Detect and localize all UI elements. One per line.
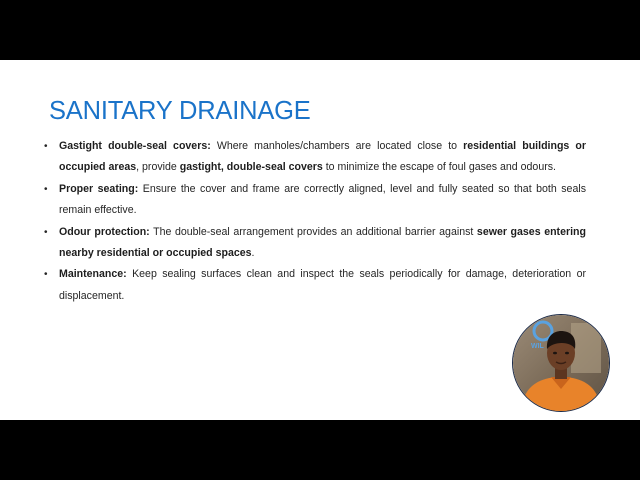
bullet-text: , provide <box>136 161 180 174</box>
bullet-marker: • <box>44 269 48 281</box>
bullet-text: The double-seal arrangement provides an additional barrier against <box>149 225 477 238</box>
bullet-text: Where manholes/chambers are located close to <box>210 140 464 152</box>
bullet-text: Ensure the cover and frame are correctly aligned, level and fully seated so that both seals remain effective. <box>59 182 586 217</box>
presenter-eye <box>565 352 569 355</box>
slide <box>0 60 640 420</box>
bullet-item <box>44 222 586 265</box>
background-panel <box>571 323 601 373</box>
bullet-marker: • <box>44 183 48 195</box>
bullet-text: Keep sealing surfaces clean and inspect the seals periodically for damage, deterioration or displacement. <box>59 268 586 302</box>
bullet-item <box>44 179 586 222</box>
bullet-marker: • <box>44 141 48 152</box>
bullet-heading: Maintenance: <box>59 268 127 281</box>
bullet-text: . <box>251 247 255 260</box>
bullet-emphasis: residential buildings or occupied areas <box>59 140 587 174</box>
bullet-heading: Gastight double-seal covers: <box>59 140 211 152</box>
bullet-text: to minimize the escape of foul gases and odours. <box>322 161 556 174</box>
bullet-item <box>44 136 586 179</box>
bullet-heading: Proper seating: <box>59 182 139 195</box>
bullet-emphasis: sewer gases entering nearby residential or occupied spaces <box>59 225 586 260</box>
presenter-portrait <box>513 315 609 411</box>
logo-text: WIL <box>531 343 544 350</box>
bullet-emphasis: gastight, double-seal covers <box>179 161 323 174</box>
bullet-heading: Odour protection: <box>59 225 150 238</box>
slide-title: SANITARY DRAINAGE <box>49 97 311 125</box>
bullet-marker: • <box>44 226 48 238</box>
presenter-eye <box>553 352 557 355</box>
bullet-list <box>44 136 586 307</box>
bullet-item <box>44 264 586 307</box>
presenter-video-avatar <box>512 314 610 412</box>
